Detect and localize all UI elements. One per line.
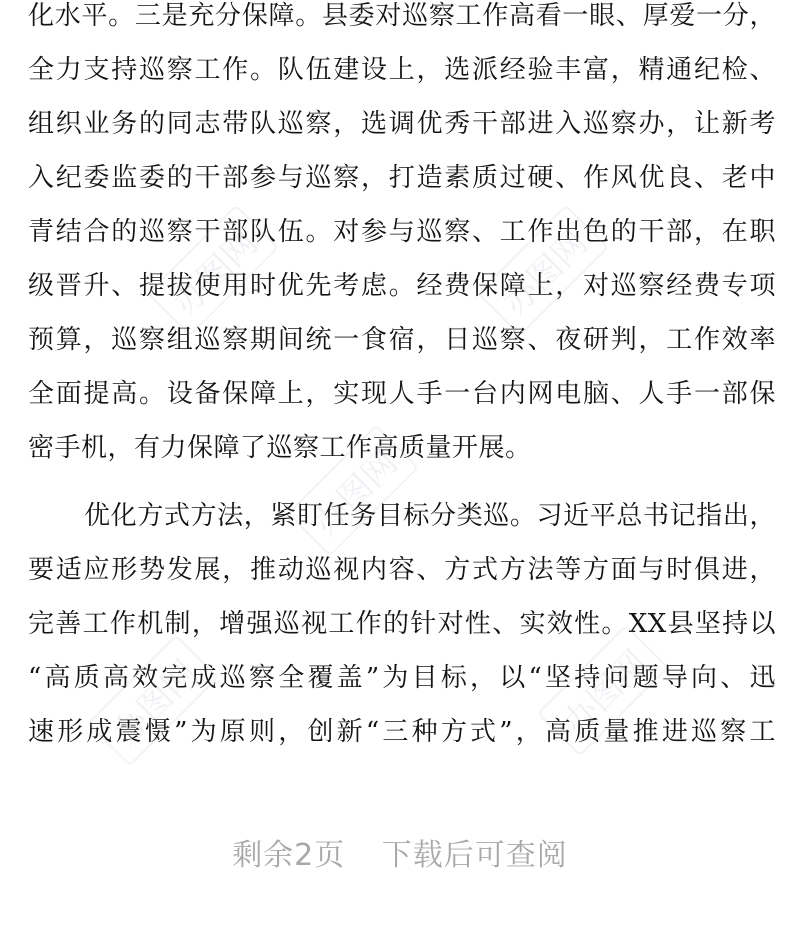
watermark: 办图网 (477, 204, 609, 336)
paragraph-line: 密手机，有力保障了巡察工作高质量开展。 (28, 433, 532, 463)
watermark: 办图网 (287, 424, 419, 556)
paragraph-line: 全力支持巡察工作。队伍建设上，选派经验丰富，精通纪检、 (28, 55, 776, 85)
paragraph-line: 青结合的巡察干部队伍。对参与巡察、工作出色的干部，在职 (28, 217, 776, 247)
paragraph-line: 化水平。三是充分保障。县委对巡察工作高看一眼、厚爱一分， (28, 1, 776, 31)
paragraph-line: 级晋升、提拔使用时优先考虑。经费保障上，对巡察经费专项 (28, 271, 776, 301)
paragraph-line: 优化方式方法，紧盯任务目标分类巡。习近平总书记指出， (84, 501, 776, 531)
paragraph-line: 完善工作机制，增强巡视工作的针对性、实效性。XX县坚持以 (28, 609, 776, 639)
paragraph-line: 预算，巡察组巡察期间统一食宿，日巡察、夜研判，工作效率 (28, 325, 776, 355)
paragraph-line: 入纪委监委的干部参与巡察，打造素质过硬、作风优良、老中 (28, 163, 776, 193)
remaining-pages-notice: 剩余2页 下载后可查阅 (232, 838, 568, 873)
paragraph-line: 要适应形势发展，推动巡视内容、方式方法等方面与时俱进， (28, 555, 776, 585)
watermark: 办图网 (147, 204, 279, 336)
paragraph-line: 组织业务的同志带队巡察，选调优秀干部进入巡察办，让新考 (28, 109, 776, 139)
watermark: 办图网 (87, 634, 219, 766)
watermark: 办图网 (537, 624, 669, 756)
paragraph-line: “高质高效完成巡察全覆盖”为目标，以“坚持问题导向、迅 (28, 663, 776, 693)
paragraph-line: 速形成震慑”为原则，创新“三种方式”，高质量推进巡察工 (28, 717, 776, 747)
paragraph-line: 全面提高。设备保障上，实现人手一台内网电脑、人手一部保 (28, 379, 776, 409)
